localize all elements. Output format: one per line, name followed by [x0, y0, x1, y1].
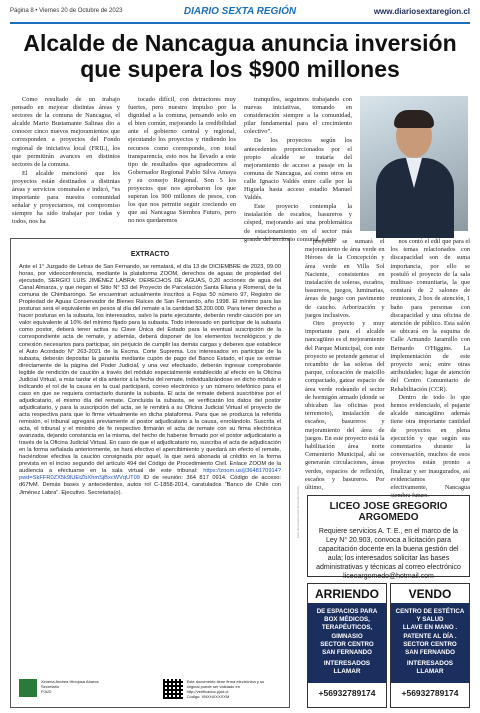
ad-line: LLAVE EN MANO . — [402, 624, 458, 632]
article-column-2 — [128, 96, 236, 231]
ad-line: SAN FERNANDO — [322, 649, 372, 657]
paragraph: nos contó el edil que para el los temas relacionados con discapacidad son de suma importancia, por ello se postuló el proyecto de la sala multiuso comunitaria, la que constará de 2 salones de reuniones, 2 box de atención, 1 baño para personas con discapacidad y una oficina de atención de público. Esta salón se ubicará en la esquina de Calle Armando Jaramillo con Bernardo O'Higgins. La implementación de este proyecto será; entre otras atribuidades; lugar de atención del Centro Comunitario de Rehabilitación (CCR). — [390, 238, 470, 393]
mayor-photo — [360, 96, 468, 231]
paragraph: El alcalde mencionó que los proyectos están destinados a distintas áreas y servicios comunales e indicó, “es importante para nuestra comunidad señalar y proyectarnos, mi compromiso siempre ha sido trabajar por todas y todos, nos ha — [12, 169, 120, 226]
paragraph: tocado difícil, con detractores muy fuertes, pero nuestro impulso por la dignidad a la comuna, pensando solo en el bien común, mejorando la credibilidad ante el gobierno central y regional, ejecutando los proyectos y rindiendo los recursos como corresponde, con total transparencia, esto nos ha llevado a este tipo de resultados que agradecemos al Gobernador Regional Pablo Silva Amaya y su consejo Regional. Son 5 los proyectos que nos aprobaron los que superan los 900 millones de pesos, con los que nos permite seguir creciendo en que así Nancagua Siembra Futuro, pero no nos quedaremos — [128, 96, 236, 225]
ad-line: PATENTE AL DÍA . — [403, 632, 457, 640]
paragraph: tranquilos, seguimos trabajando con nuevas iniciativas, tomando en consideración siempre a la comunidad, pilar fundamental para el crecimiento colectivo”. — [244, 96, 352, 136]
verify-note: Este documento tiene firma electrónica y su original puede ser validado en http://verificadoc.pjud.cl — [186, 679, 265, 694]
article-column-5 — [390, 238, 471, 500]
photo-figure-hair — [394, 110, 434, 128]
article-body — [12, 96, 352, 243]
arriendo-title: ARRIENDO — [314, 587, 379, 601]
signer-info — [41, 679, 99, 694]
verify-info — [187, 679, 277, 699]
vertical-note: Este documento tiene firma electrónica — [296, 486, 300, 538]
extract-title: EXTRACTO — [130, 251, 170, 258]
vendo-title: VENDO — [408, 587, 452, 601]
ad-line: Y SALUD — [416, 616, 444, 624]
paragraph: Dentro de todo lo que hemos evidenciado, el pujante alcalde nancagüino además tiene otra importante cantidad de proyectos en plena ejecución y que según sus comentarios durante la conversación, muchos de esos proyectos están pronto a finalizar y ser inaugurados, así evidenciamos que efectivamente, Nancagua siembra futuro. — [390, 393, 470, 500]
arriendo-ad — [307, 583, 387, 708]
extract-body — [19, 264, 281, 497]
paragraph: Este proyecto contempla la instalación de escaños, basureros y césped, mejorando así una problemática de estacionamiento en el sector más grande del territorio comunal, a esto — [244, 203, 352, 243]
ad-line: GIMNASIO — [331, 632, 363, 640]
paragraph: De los proyectos según los antecedentes proporcionados por el propio alcalde se trataría del mejoramiento de acceso a pasaje en la comuna de Nancagua, así como otros en calle Ignacio Valdés entre calle por la Higuela hasta acceso estadio Manuel Valdés. — [244, 137, 352, 202]
signer-org: PJUD — [41, 689, 52, 694]
header-rule — [10, 22, 470, 24]
signer-role: Secretario — [41, 684, 60, 689]
signer-name: Ximena Andrea Hinojosa Abarca — [41, 679, 99, 684]
vendo-phone[interactable]: +56932789174 — [401, 688, 459, 698]
masthead: DIARIO SEXTA REGIÓN — [183, 5, 297, 17]
ad-line: CENTRO DE ESTÉTICA — [395, 608, 465, 615]
liceo-text: Requiere servicios A. T. E., en el marco de la Ley N° 20.903, convoca a licitación para capacitación docente en la buena gestión del aula; los interesados solicitar las bases administrativas y técnicas al correo electrónico liceoargomedo@hotmail.com — [316, 528, 461, 580]
paragraph: proyecto se sumará el mejoramiento de área verde en Héroes de la Concepción y área verde en Villa Sol Naciente, consistentes en instalación de soleras, escaños, basureros, juegos, luminarias, áreas de juego con pavimento de caucho. Arborización y juegos inclusivos. — [305, 238, 385, 319]
legal-extract — [10, 238, 290, 708]
arriendo-details — [308, 603, 386, 683]
page-info: Página 8 • Viernes 20 de Octubre de 2023 — [10, 8, 123, 14]
zoom-link[interactable]: https://zoom.us/j/3648170914?pwd=SkFFR0ZX5k9lUEtZbXhmSjBxcWVqUT09 — [19, 468, 281, 482]
article-continuation — [305, 238, 470, 500]
article-column-4 — [305, 238, 385, 492]
ad-line: SAN FERNANDO — [405, 649, 455, 657]
extract-text: Ante el 1° Juzgado de Letras de San Fernando, se rematará, el día 13 de DICIEMBRE de 2023, 09.00 horas, por videoconferencia, mediante la plataforma ZOOM, derechos de aguas de propiedad del ejecutado, SERGIO LUIS JIMÉNEZ LABRA: DERECHOS DE AGUAS, 0,20 acciones de agua del Canal Almarza, y que riegan el Sitio N° 53 del Proyecto de Parcelación Santa Eliana y Romeral, de la comuna de Chimbarongo. Se encuentran actualmente inscritos a Fojas 50 número 97, Registro de Propiedad de Aguas Conservador de Bienes Raíces de San Fernando, año 1998. El mínimo para las posturas será el equivalente en pesos al día del remate a la cantidad $3.200.000. Para tener derecho a hacer posturas en la subasta, los interesados, salvo la parte ejecutante, deberán rendir caución por un valor equivalente al 10% del mínimo fijado para la subasta. Todo interesado en participar de la subasta como postor, deberá tener activa su Clave Única del Estado para la eventual suscripción de la correspondiente acta de remate, y además, deberá disponer de los elementos tecnológicos y de conexión necesarios para participar, sin perjuicio de cumplir las demás cargas y deberes que establece el Auto Acordado N° 263-2021 de la Excma. Corte Suprema. Los interesados en participar de la subasta, deberán depositar la garantía mediante cupón de pago del Banco Estado, el que se extrae directamente de la página del Poder Judicial, y una vez efectuado, deberán ingresar comprobante legible de rendición de caución a través del módulo especialmente establecido al efecto en la Oficina Judicial Virtual, a más tardar el día anterior a la fecha del remate, individualizándose en dicho módulo e indicando el rol de la causa en la cual participará, correo electrónico y un número telefónico para el caso en que se requiera contactarlo durante la subasta. El acta de remate deberá suscribirse por el adjudicatario, el mismo día del remate. Concluida la subasta, se verificarán los datos del postor adjudicatario, y para la suscripción del acta, se le remitirá a su Oficina Judicial Virtual el proyecto de acta respectiva para que lo firme virtualmente en dicha plataforma. Para que se produzca la referida remisión, el tribunal agregará previamente al postor adjudicatario a la causa, enrolándolo. Suscrita el acta, el tribunal y el ministro de fe respectivo firmarán el acta de remate con su firma electrónica avanzada, dejando constancia en la misma, del hecho de haberse firmado por el postor adjudicatario a través de la Oficina Judicial Virtual. En caso de que el adjudicatario no, suscriba el acta de adjudicación en la forma señalada anteriormente, se hará efectivo el apercibimiento y quedará sin efecto el remate, haciéndose efectiva la caución consignada por aquél, la que será abonada al crédito en la forma prevista en el inciso segundo del artículo 494 del Código de Procedimiento Civil. Enlace ZOOM de la audiencia a efectuarse en la sala virtual de este tribunal: — [19, 264, 281, 475]
ad-line: BOX MÉDICOS, — [324, 616, 370, 624]
qr-code-icon — [163, 679, 183, 699]
site-url[interactable]: www.diariosextaregion.cl — [373, 6, 470, 16]
ad-line: SECTOR CENTRO — [403, 640, 457, 648]
ad-line: TERAPÉUTICOS, — [321, 624, 373, 632]
paragraph: Otro proyecto y muy importante para el alcalde nancagüino es el mejoramiento del Parque Municipal, con este proyecto se pretende generar el recambio de las soleras del parque, colocación de maicillo compactado, gatear espacio de área verde rodeando el sector de hormigón armado (donde se ubicaban las oficinas post terremoto), instalación de escaños, basureros y mejoramiento del área de juegos. En este proyecto está la habilitación área norte Cementerio Municipal, ahí se generarán circulaciones, áreas verdes, espacios de reflexión, escaños y basureros. Por último, — [305, 320, 385, 492]
liceo-title: LICEO JOSE GREGORIO ARGOMEDO — [329, 501, 448, 523]
extract-text-end: ID de reunión: 364 817 0914. Código de acceso: d67fvM. Demás bases y antecedentes, autos rol C-1858-2014, caratulados “Banco de Chile con Jiménez Labra”. Ejecutivo. Secretaria(o). — [19, 475, 281, 496]
vendo-ad — [390, 583, 470, 708]
vendo-details — [391, 603, 469, 683]
article-column-3 — [244, 96, 352, 243]
ad-cta: INTERESADOS LLAMAR — [406, 660, 454, 676]
ad-line: DE ESPACIOS PARA — [316, 608, 378, 615]
ad-line: SECTOR CENTRO — [320, 640, 374, 648]
liceo-ad — [307, 495, 470, 580]
article-column-1 — [12, 96, 120, 231]
pjud-seal-icon — [19, 679, 37, 697]
verify-code: Código: XNXHXXXXXM — [186, 694, 230, 699]
paragraph: Como resultado de un trabajo pensado en mejorar distintas áreas y sectores de la comuna de Nancagua, el alcalde Mario Bustamante Salinas dio a conocer cinco nuevos mejoramientos que corresponden a proyectos del Fondo regional de iniciativa local (FRIL), los que permitirán avances en distintos sectores de la comuna. — [12, 96, 120, 168]
headline: Alcalde de Nancagua anuncia inversión que supera los $900 millones — [23, 30, 457, 82]
ad-cta: INTERESADOS LLAMAR — [323, 660, 371, 676]
arriendo-phone[interactable]: +56932789174 — [318, 688, 376, 698]
signature-block — [19, 679, 279, 699]
top-bar — [0, 0, 480, 22]
